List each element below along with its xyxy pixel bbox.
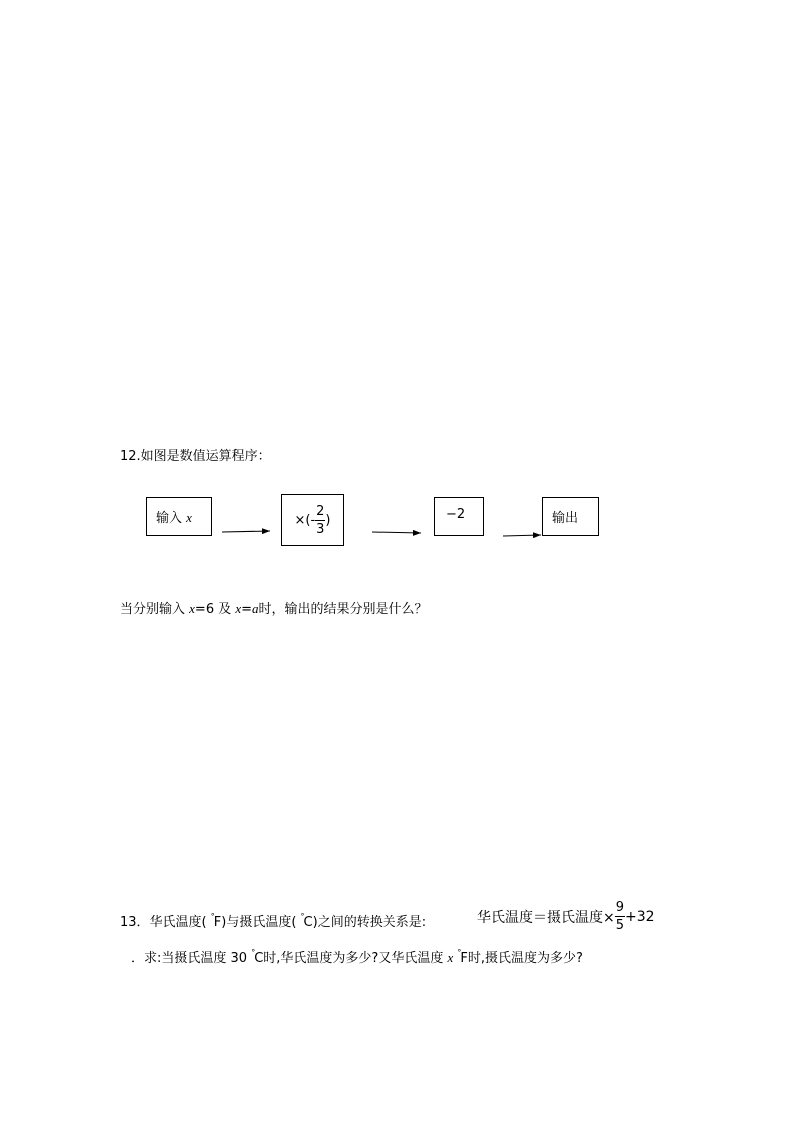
q13-line2-prefix: ．求:当摄氏温度 30 (131, 951, 248, 966)
question-12-title: 12.如图是数值运算程序： (120, 449, 271, 464)
q13-unit-f: F (213, 915, 222, 930)
q13-line1-prefix: 13．华氏温度( (120, 915, 207, 930)
question-13-line1 (120, 911, 426, 930)
q12-prompt-var1: x (189, 601, 195, 616)
q13-formula-numerator: 9 (615, 900, 625, 915)
q13-line2-var: x (447, 950, 454, 965)
flow-arrow-3 (503, 535, 541, 536)
flow-output-label: 输出 (552, 511, 579, 526)
question-13-line2 (131, 947, 583, 966)
q13-formula-right: +32 (625, 908, 655, 925)
flow-subtract-label: −2 (446, 507, 466, 522)
flow-multiply-close: ) (325, 512, 331, 528)
q12-prompt-eq1: =6 及 (194, 602, 236, 617)
q13-formula-denominator: 5 (615, 918, 625, 933)
q13-degree-1: ° (210, 912, 215, 921)
q12-prompt-var3: a (252, 601, 259, 616)
q13-line2-unit-c: C (254, 951, 264, 966)
flow-arrow-1 (222, 531, 270, 532)
question-12-prompt (120, 598, 428, 617)
q13-line2-mid: 时,华氏温度为多少?又华氏温度 (263, 951, 444, 966)
flow-arrow-2 (372, 532, 421, 533)
q13-line1-mid: )与摄氏温度( (221, 915, 297, 930)
q13-degree-4: ° (457, 948, 462, 957)
q12-prompt-var2: x (235, 601, 242, 616)
q13-formula-left: 华氏温度＝摄氏温度× (477, 909, 615, 926)
q13-unit-c: C (303, 915, 313, 930)
q13-formula (477, 901, 655, 932)
q13-formula-fraction (615, 901, 625, 932)
flow-multiply-denominator: 3 (316, 521, 325, 537)
flow-input-label: 输入 (156, 511, 183, 526)
q13-line2-unit-f: F (460, 951, 468, 966)
q13-line2-suffix: 时,摄氏温度为多少? (467, 951, 583, 966)
q12-prompt-eq2: = (241, 602, 253, 617)
q12-prompt-prefix: 当分别输入 (120, 602, 190, 617)
flow-multiply-sign: ×(- (294, 512, 316, 528)
q13-line1-suffix: )之间的转换关系是: (312, 915, 427, 930)
q13-degree-2: ° (300, 912, 305, 921)
q12-prompt-suffix: 时，输出的结果分别是什么？ (258, 602, 428, 617)
flow-input-var: x (186, 510, 192, 525)
q13-degree-3: ° (251, 948, 256, 957)
flow-multiply-numerator: 2 (316, 503, 325, 519)
